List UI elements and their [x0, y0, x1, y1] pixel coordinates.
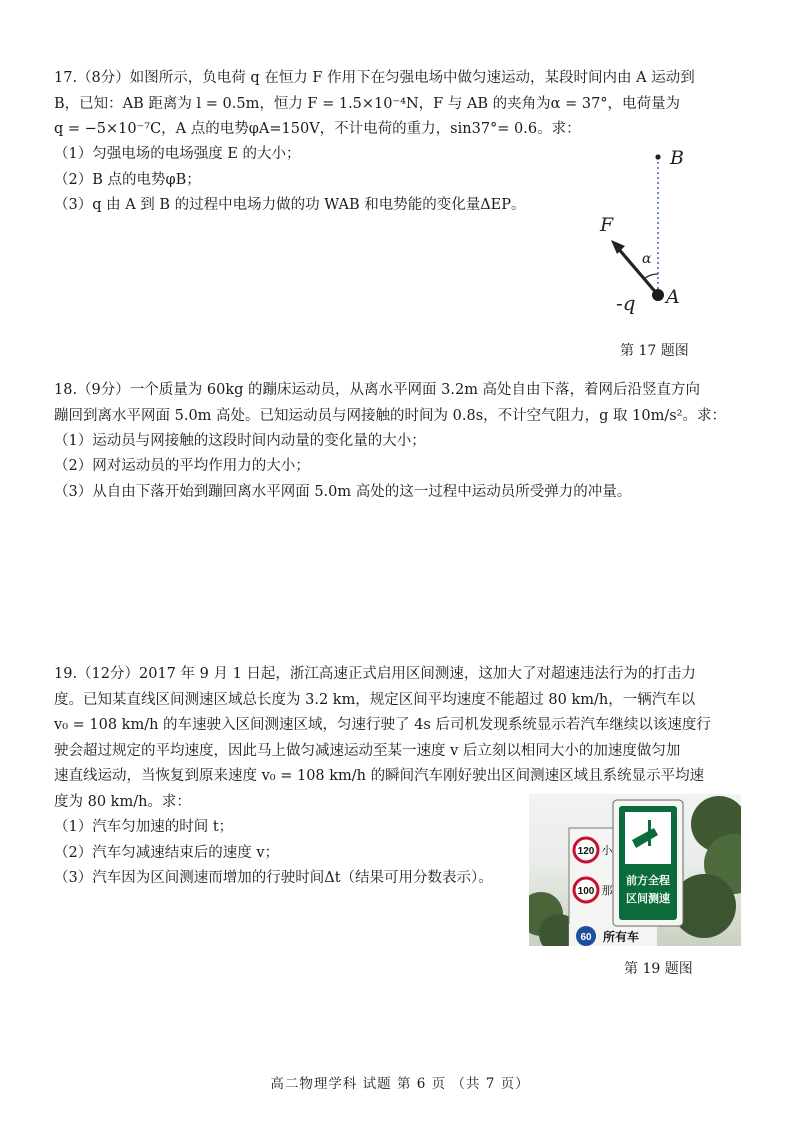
q17-line-6: （3）q 由 A 到 B 的过程中电场力做的功 WAB 和电势能的变化量ΔEP。	[54, 197, 526, 213]
q18-line-2: 蹦回到离水平网面 5.0m 高处。已知运动员与网接触的时间为 0.8s，不计空气阻力，g 取 10m/s²。求：	[54, 408, 726, 424]
q19-line-2: 度。已知某直线区间测速区域总长度为 3.2 km，规定区间平均速度不能超过 80 km/h，一辆汽车以	[54, 692, 696, 708]
q19-line-3: v₀ = 108 km/h 的车速驶入区间测速区域，匀速行驶了 4s 后司机发现系统显示若汽车继续以该速度行	[54, 717, 711, 733]
q19-line-8: （2）汽车匀减速结束后的速度 v；	[54, 845, 280, 861]
angle-arc	[644, 274, 658, 279]
q18-line-1: 18.（9分）一个质量为 60kg 的蹦床运动员，从离水平网面 3.2m 高处自由下落，着网后沿竖直方向	[54, 382, 701, 398]
q18-line-4: （2）网对运动员的平均作用力的大小；	[54, 458, 310, 474]
label-b: B	[670, 147, 684, 169]
q19-line-5: 速直线运动，当恢复到原来速度 v₀ = 108 km/h 的瞬间汽车刚好驶出区间测速区域且系统显示平均速	[54, 768, 705, 784]
min-60-text: 60	[580, 932, 592, 943]
point-b	[655, 154, 660, 159]
q18-line-3: （1）运动员与网接触的这段时间内动量的变化量的大小；	[54, 433, 426, 449]
page-footer: 高二物理学科 试题 第 6 页 （共 7 页）	[270, 1076, 530, 1092]
q17-caption: 第 17 题图	[620, 343, 689, 359]
force-arrow	[617, 247, 658, 295]
q17-line-3: q = −5×10⁻⁷C，A 点的电势φA=150V，不计电荷的重力，sin37°= 0.6。求：	[54, 121, 581, 137]
q19-line-4: 驶会超过规定的平均速度，因此马上做匀减速运动至某一速度 v 后立刻以相同大小的加速度做匀加	[54, 743, 681, 759]
label-a: A	[666, 286, 680, 308]
q19-line-1: 19.（12分）2017 年 9 月 1 日起，浙江高速正式启用区间测速，这加大了对超速违法行为的打击力	[54, 666, 696, 682]
charge-dot	[652, 289, 664, 301]
q17-line-5: （2）B 点的电势φB；	[54, 172, 201, 188]
q17-line-1: 17.（8分）如图所示，负电荷 q 在恒力 F 作用下在匀强电场中做匀速运动，某段时间内由 A 运动到	[54, 70, 695, 86]
sign-text-line-1: 前方全程	[626, 874, 670, 887]
road-sign-scene	[529, 794, 741, 946]
sign-text-line-2: 区间测速	[626, 892, 670, 905]
q19-caption: 第 19 题图	[624, 961, 693, 977]
q17-line-2: B，已知：AB 距离为 l = 0.5m，恒力 F = 1.5×10⁻⁴N，F 与 AB 的夹角为α = 37°，电荷量为	[54, 96, 681, 112]
limit-120-text: 120	[577, 846, 595, 857]
q17-figure	[590, 145, 710, 325]
sign-fragment-b: 那	[601, 884, 613, 897]
q19-line-6: 度为 80 km/h。求：	[54, 794, 191, 810]
q19-line-7: （1）汽车匀加速的时间 t；	[54, 819, 234, 835]
label-neg-q: -q	[616, 291, 636, 315]
q19-line-9: （3）汽车因为区间测速而增加的行驶时间Δt（结果可用分数表示）。	[54, 870, 493, 886]
q17-line-4: （1）匀强电场的电场强度 E 的大小；	[54, 146, 301, 162]
label-alpha: α	[642, 251, 652, 267]
q18-line-5: （3）从自由下落开始到蹦回离水平网面 5.0m 高处的这一过程中运动员所受弹力的冲量。	[54, 484, 632, 500]
q19-photo	[529, 794, 741, 946]
sign-fragment-a: 小	[601, 844, 613, 857]
limit-100-text: 100	[577, 886, 595, 897]
all-cars-text: 所有车	[602, 930, 640, 944]
label-f: F	[600, 214, 614, 236]
